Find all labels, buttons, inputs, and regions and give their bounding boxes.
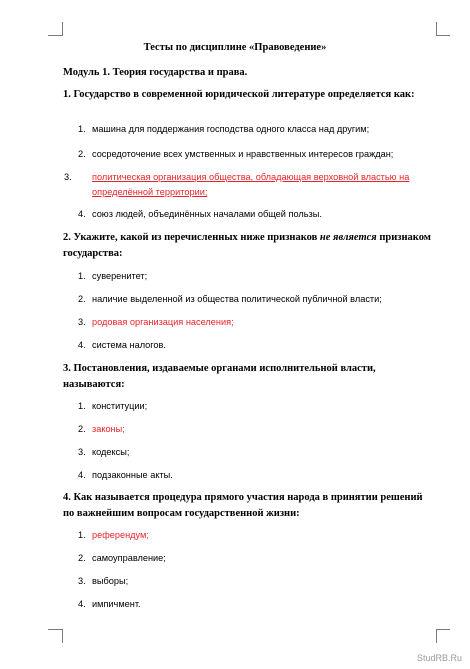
option-number: 3. <box>78 447 86 457</box>
option-2-3-correct <box>78 315 438 330</box>
option-2-4 <box>78 338 438 353</box>
option-number: 4. <box>78 340 86 350</box>
question-2-emphasis: не является <box>319 232 377 243</box>
option-number: 3. <box>64 172 72 182</box>
option-number: 4. <box>78 599 86 609</box>
option-number: 2. <box>78 424 86 434</box>
question-2-text-end: признаком государства: <box>63 232 431 259</box>
option-text: выборы; <box>92 576 129 586</box>
option-3-1 <box>78 399 438 414</box>
option-3-4 <box>78 468 438 483</box>
crop-mark <box>436 629 450 630</box>
option-4-3 <box>78 574 438 589</box>
question-2-text-start: 2. Укажите, какой из перечисленных ниже признаков <box>63 232 320 243</box>
option-text: конституции; <box>92 401 148 411</box>
option-text: референдум; <box>92 530 149 540</box>
option-1-3-correct <box>64 170 442 200</box>
option-2-2 <box>78 292 438 307</box>
option-text: система налогов. <box>92 340 166 350</box>
option-text: суверенитет; <box>92 271 148 281</box>
option-4-2 <box>78 551 438 566</box>
crop-mark <box>436 22 437 36</box>
option-3-3 <box>78 445 438 460</box>
option-number: 1. <box>78 271 86 281</box>
option-number: 2. <box>78 553 86 563</box>
option-1-2 <box>78 147 438 162</box>
option-text: наличие выделенной из общества политической публичной власти; <box>92 294 382 304</box>
option-2-1 <box>78 269 438 284</box>
option-4-1-correct <box>78 528 438 543</box>
document-title: Тесты по дисциплине «Правоведение» <box>143 42 327 53</box>
watermark: StudRB.Ru <box>416 653 462 663</box>
option-4-4 <box>78 597 438 612</box>
option-text: политическая организация общества, обладающая верховной властью на определённой территории; <box>92 172 410 197</box>
option-1-1 <box>78 122 438 137</box>
option-number: 3. <box>78 576 86 586</box>
option-number: 1. <box>78 530 86 540</box>
option-number: 4. <box>78 470 86 480</box>
question-3: 3. Постановления, издаваемые органами исполнительной власти, называются: <box>63 363 376 390</box>
option-text: союз людей, объединённых началами общей пользы. <box>92 209 322 219</box>
crop-mark <box>62 629 63 643</box>
option-text: сосредоточение всех умственных и нравственных интересов граждан; <box>92 149 394 159</box>
option-1-4 <box>78 207 438 222</box>
crop-mark <box>436 629 437 643</box>
crop-mark <box>48 629 62 630</box>
crop-mark <box>436 35 450 36</box>
option-number: 2. <box>78 294 86 304</box>
module-heading: Модуль 1. Теория государства и права. <box>63 67 248 78</box>
crop-mark <box>48 35 62 36</box>
option-number: 1. <box>78 124 86 134</box>
option-number: 4. <box>78 209 86 219</box>
crop-mark <box>62 22 63 36</box>
question-4: 4. Как называется процедура прямого участия народа в принятии решений по важнейшим вопросам государственной жизни: <box>63 492 423 519</box>
option-text: машина для поддержания господства одного класса над другим; <box>92 124 370 134</box>
option-text: кодексы; <box>92 447 130 457</box>
option-text: подзаконные акты. <box>92 470 173 480</box>
option-text: самоуправление; <box>92 553 166 563</box>
option-text: импичмент. <box>92 599 141 609</box>
option-number: 2. <box>78 149 86 159</box>
option-text: родовая организация населения; <box>92 317 234 327</box>
question-1: 1. Государство в современной юридической литературе определяется как: <box>63 89 415 100</box>
option-number: 1. <box>78 401 86 411</box>
option-number: 3. <box>78 317 86 327</box>
question-2 <box>63 230 435 262</box>
option-text: законы; <box>92 424 125 434</box>
option-3-2-correct <box>78 422 438 437</box>
